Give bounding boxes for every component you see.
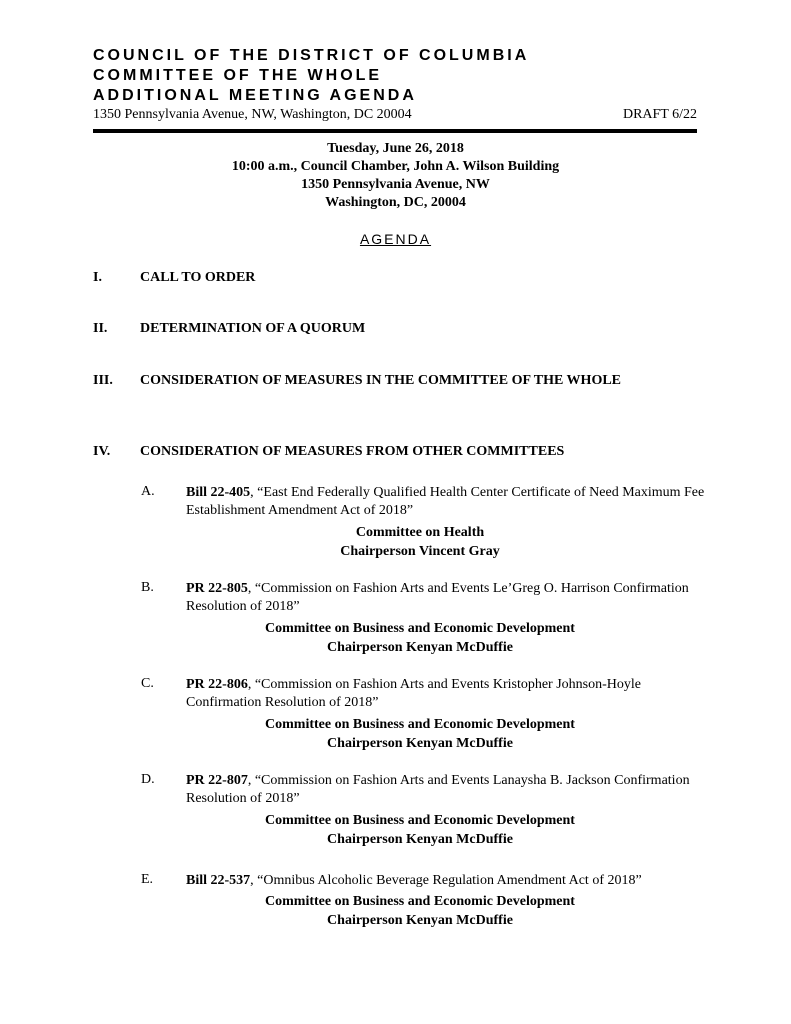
committee-chair: Chairperson Kenyan McDuffie [327,736,513,751]
meeting-street: 1350 Pennsylvania Avenue, NW [301,177,490,192]
item-committee [150,523,690,561]
section-number: IV. [93,444,111,459]
committee-name: Committee on Business and Economic Development [265,894,575,909]
item-committee [150,715,690,753]
draft-label: DRAFT 6/22 [622,107,697,122]
committee-name: Committee on Business and Economic Development [265,621,575,636]
item-description [186,872,706,890]
bill-number: PR 22-807 [186,773,248,788]
item-letter: B. [141,580,154,595]
committee-chair: Chairperson Vincent Gray [340,544,500,559]
section-number: III. [93,373,113,388]
bill-number: PR 22-806 [186,677,248,692]
header-committee: COMMITTEE OF THE WHOLE [93,67,383,84]
item-description [186,676,706,712]
section-title: CALL TO ORDER [140,270,256,285]
address-row [93,107,697,123]
bill-number: Bill 22-537 [186,873,251,888]
item-committee [150,619,690,657]
committee-chair: Chairperson Kenyan McDuffie [327,832,513,847]
bill-number: PR 22-805 [186,581,248,596]
bill-number: Bill 22-405 [186,485,251,500]
section-number: I. [93,270,102,285]
header-council: COUNCIL OF THE DISTRICT OF COLUMBIA [93,47,530,64]
section-title: CONSIDERATION OF MEASURES IN THE COMMITTEE OF THE WHOLE [140,373,622,388]
committee-chair: Chairperson Kenyan McDuffie [327,913,513,928]
item-letter: C. [141,676,154,691]
header-rule [93,129,697,133]
committee-name: Committee on Business and Economic Development [265,717,575,732]
item-description [186,484,706,520]
header-address: 1350 Pennsylvania Avenue, NW, Washington, DC 20004 [93,107,412,122]
section-title: CONSIDERATION OF MEASURES FROM OTHER COMMITTEES [140,444,565,459]
committee-chair: Chairperson Kenyan McDuffie [327,640,513,655]
item-letter: E. [141,872,154,887]
item-letter: A. [141,484,155,499]
item-description [186,772,706,808]
header-agenda-type: ADDITIONAL MEETING AGENDA [93,87,417,104]
meeting-city: Washington, DC, 20004 [325,195,466,210]
bill-title: , “Commission on Fashion Arts and Events Lanaysha B. Jackson Confirmation Resolution of 2018” [186,773,690,806]
bill-title: , “Commission on Fashion Arts and Events Le’Greg O. Harrison Confirmation Resolution of 2018” [186,581,689,614]
item-committee [150,811,690,849]
item-committee [150,892,690,930]
section-title: DETERMINATION OF A QUORUM [140,321,366,336]
committee-name: Committee on Business and Economic Development [265,813,575,828]
bill-title: , “Commission on Fashion Arts and Events Kristopher Johnson-Hoyle Confirmation Resolution of 2018” [186,677,641,710]
item-description [186,580,706,616]
section-number: II. [93,321,108,336]
item-letter: D. [141,772,155,787]
agenda-title: AGENDA [359,231,432,247]
committee-name: Committee on Health [355,525,485,540]
meeting-time-place: 10:00 a.m., Council Chamber, John A. Wilson Building [231,159,560,174]
bill-title: , “East End Federally Qualified Health Center Certificate of Need Maximum Fee Establishment Amendment Act of 2018” [186,485,705,518]
bill-title: , “Omnibus Alcoholic Beverage Regulation Amendment Act of 2018” [250,873,642,888]
meeting-date: Tuesday, June 26, 2018 [327,141,464,156]
